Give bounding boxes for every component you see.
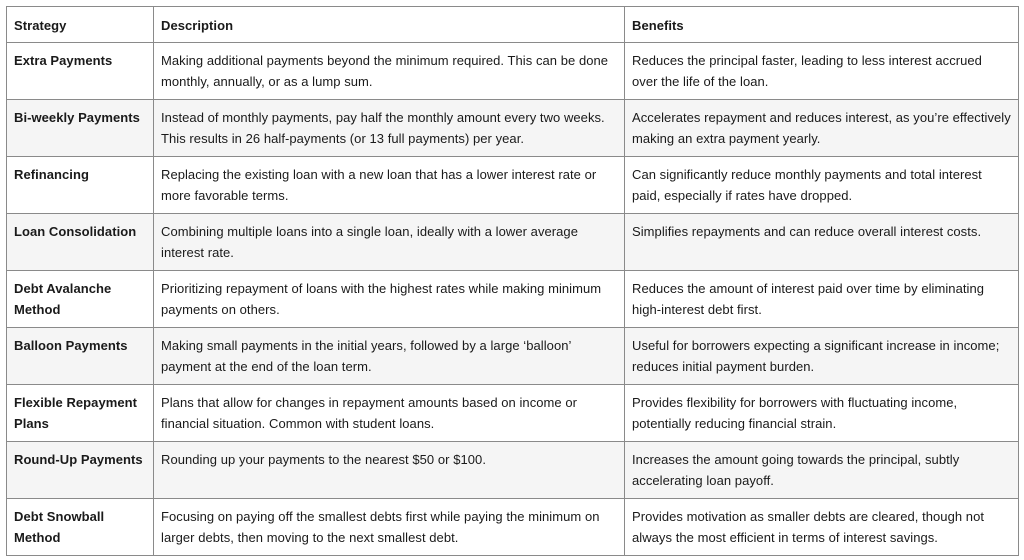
header-description: Description [154, 7, 625, 43]
benefits-cell: Increases the amount going towards the principal, subtly accelerating loan payoff. [625, 442, 1019, 499]
description-cell: Replacing the existing loan with a new loan that has a lower interest rate or more favorable terms. [154, 157, 625, 214]
description-cell: Prioritizing repayment of loans with the highest rates while making minimum payments on others. [154, 271, 625, 328]
strategy-cell: Debt Snowball Method [7, 499, 154, 556]
benefits-cell: Can significantly reduce monthly payments and total interest paid, especially if rates have dropped. [625, 157, 1019, 214]
strategy-cell: Balloon Payments [7, 328, 154, 385]
benefits-cell: Useful for borrowers expecting a significant increase in income; reduces initial payment burden. [625, 328, 1019, 385]
table-row [7, 328, 1019, 385]
description-cell: Rounding up your payments to the nearest $50 or $100. [154, 442, 625, 499]
table-header [7, 7, 1019, 43]
header-benefits: Benefits [625, 7, 1019, 43]
table-row [7, 385, 1019, 442]
description-cell: Making additional payments beyond the minimum required. This can be done monthly, annually, or as a lump sum. [154, 43, 625, 100]
benefits-cell: Reduces the principal faster, leading to less interest accrued over the life of the loan. [625, 43, 1019, 100]
table-row [7, 43, 1019, 100]
strategy-cell: Debt Avalanche Method [7, 271, 154, 328]
strategy-cell: Flexible Repayment Plans [7, 385, 154, 442]
table-row [7, 214, 1019, 271]
strategy-cell: Bi-weekly Payments [7, 100, 154, 157]
table-row [7, 271, 1019, 328]
strategy-cell: Round-Up Payments [7, 442, 154, 499]
header-row [7, 7, 1019, 43]
benefits-cell: Provides motivation as smaller debts are cleared, though not always the most efficient in terms of interest savings. [625, 499, 1019, 556]
loan-strategies-table [6, 6, 1019, 556]
benefits-cell: Accelerates repayment and reduces interest, as you’re effectively making an extra payment yearly. [625, 100, 1019, 157]
strategy-cell: Refinancing [7, 157, 154, 214]
benefits-cell: Provides flexibility for borrowers with fluctuating income, potentially reducing financial strain. [625, 385, 1019, 442]
table-row [7, 442, 1019, 499]
table-row [7, 157, 1019, 214]
description-cell: Plans that allow for changes in repayment amounts based on income or financial situation. Common with student loans. [154, 385, 625, 442]
table-row [7, 100, 1019, 157]
description-cell: Focusing on paying off the smallest debts first while paying the minimum on larger debts, then moving to the next smallest debt. [154, 499, 625, 556]
table-body [7, 43, 1019, 556]
strategy-cell: Extra Payments [7, 43, 154, 100]
description-cell: Combining multiple loans into a single loan, ideally with a lower average interest rate. [154, 214, 625, 271]
strategy-cell: Loan Consolidation [7, 214, 154, 271]
benefits-cell: Reduces the amount of interest paid over time by eliminating high-interest debt first. [625, 271, 1019, 328]
description-cell: Making small payments in the initial years, followed by a large ‘balloon’ payment at the end of the loan term. [154, 328, 625, 385]
description-cell: Instead of monthly payments, pay half the monthly amount every two weeks. This results in 26 half-payments (or 13 full payments) per year. [154, 100, 625, 157]
table-container [6, 6, 1018, 556]
header-strategy: Strategy [7, 7, 154, 43]
benefits-cell: Simplifies repayments and can reduce overall interest costs. [625, 214, 1019, 271]
table-row [7, 499, 1019, 556]
